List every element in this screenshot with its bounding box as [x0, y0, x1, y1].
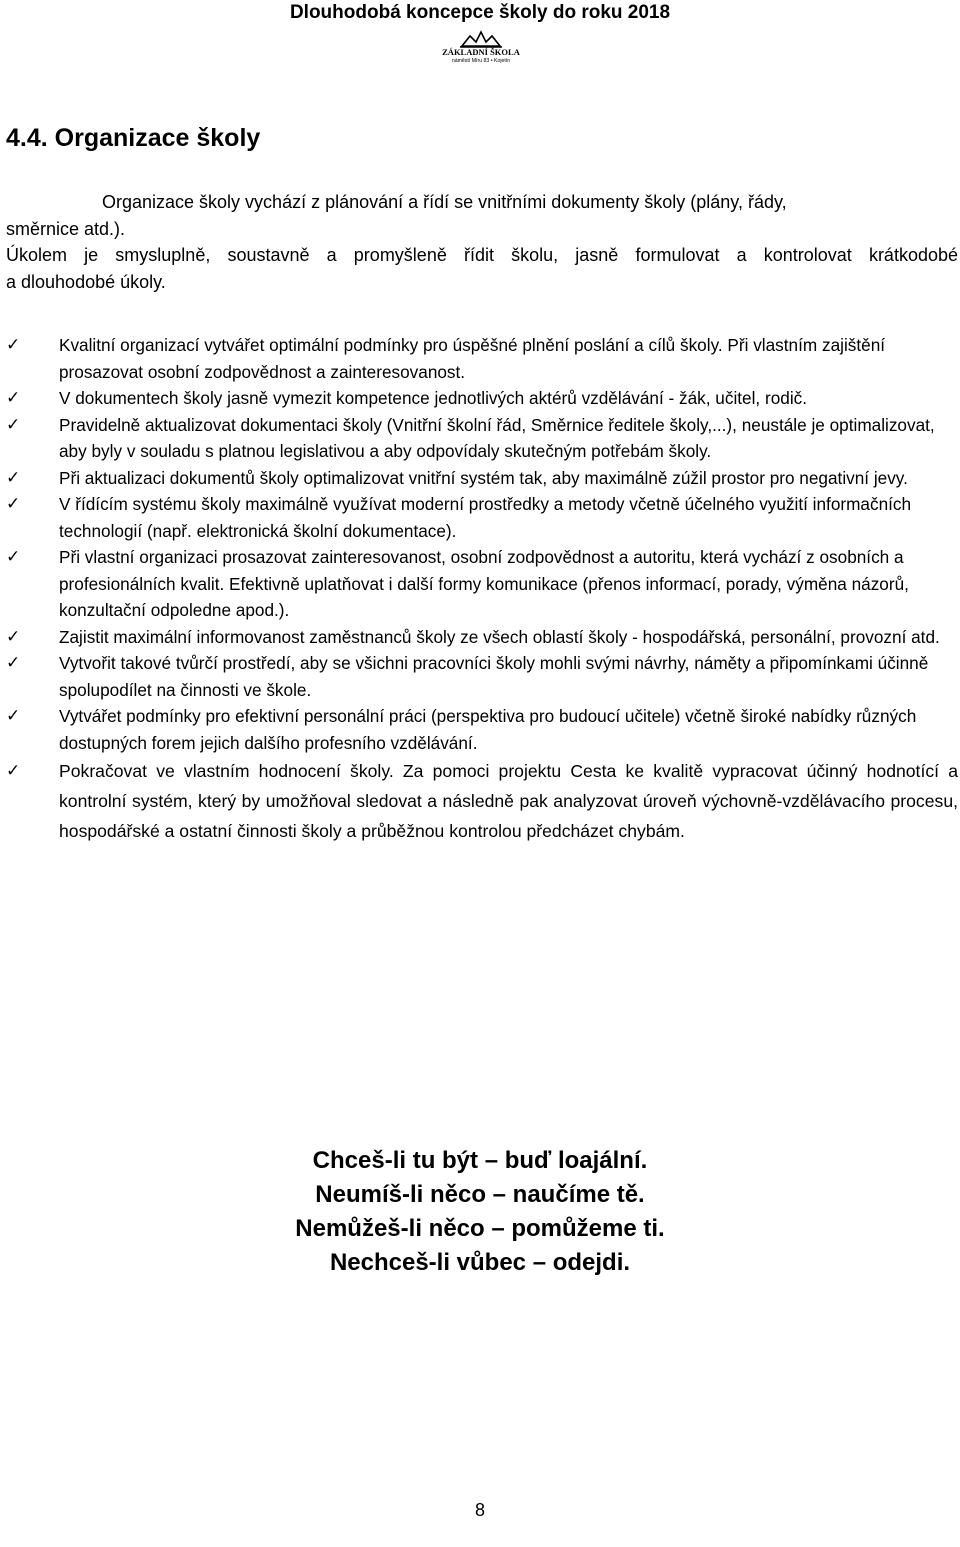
list-item-text: Při vlastní organizaci prosazovat zainteresovanost, osobní zodpovědnost a autoritu, která vychází z osobních a profesionálních kvalit. Efektivně uplatňovat i další formy komunikace (přenos informací, porady, výměna názorů, konzultační odpoledne apod.). — [59, 547, 909, 620]
list-item-text: Pokračovat ve vlastním hodnocení školy. Za pomoci projektu Cesta ke kvalitě vypracovat účinný hodnotící a kontrolní systém, který by umožňoval sledovat a následně pak analyzovat úroveň výchovně-vzdělávacího procesu, hospodářské a ostatní činnosti školy a průběžnou kontrolou předcházet chybám. — [59, 761, 958, 841]
checkmark-icon: ✓ — [6, 494, 21, 513]
motto-line-3: Nemůžeš-li něco – pomůžeme ti. — [295, 1215, 665, 1242]
motto-block — [0, 1144, 960, 1280]
list-item-text: V dokumentech školy jasně vymezit kompetence jednotlivých aktérů vzdělávání - žák, učitel, rodič. — [59, 388, 808, 408]
intro-paragraph — [6, 189, 958, 295]
list-item-text: Vytvářet podmínky pro efektivní personální práci (perspektiva pro budoucí učitele) včetně široké nabídky různých dostupných forem jejich dalšího profesního vzdělávání. — [59, 706, 917, 753]
motto-line-4: Nechceš-li vůbec – odejdi. — [329, 1249, 631, 1276]
document-title: Dlouhodobá koncepce školy do roku 2018 — [289, 2, 671, 23]
motto-line-2: Neumíš-li něco – naučíme tě. — [315, 1181, 645, 1208]
list-item — [6, 332, 958, 385]
list-item — [6, 412, 958, 465]
list-item — [6, 465, 958, 492]
motto-line-1: Chceš-li tu být – buď loajální. — [312, 1147, 648, 1174]
checkmark-icon: ✓ — [6, 388, 21, 407]
list-item — [6, 491, 958, 544]
intro-line-3: Úkolem je smysluplně, soustavně a promyšleně řídit školu, jasně formulovat a kontrolovat krátkodobé — [6, 245, 958, 265]
list-item — [6, 650, 958, 703]
section-heading: 4.4. Organizace školy — [6, 124, 261, 152]
list-item — [6, 544, 958, 624]
checklist — [6, 332, 958, 846]
page-number: 8 — [474, 1500, 485, 1520]
checkmark-icon: ✓ — [6, 467, 21, 487]
list-item-text: Kvalitní organizací vytvářet optimální podmínky pro úspěšné plnění poslání a cílů školy. Při vlastním zajištění prosazovat osobní zodpovědnost a zainteresovanost. — [59, 335, 886, 382]
intro-line-2: směrnice atd.). — [6, 218, 126, 239]
checkmark-icon: ✓ — [6, 761, 21, 780]
intro-line-1: Organizace školy vychází z plánování a řídí se vnitřními dokumenty školy (plány, řády, — [102, 192, 787, 212]
list-item-text: Pravidelně aktualizovat dokumentaci školy (Vnitřní školní řád, Směrnice ředitele školy,...), neustále je optimalizovat, aby byly v souladu s platnou legislativou a aby odpovídaly skutečným potřebám školy. — [59, 414, 935, 461]
checkmark-icon: ✓ — [6, 547, 21, 566]
logo-school-name: ZÁKLADNÍ ŠKOLA — [442, 47, 520, 57]
checkmark-icon: ✓ — [6, 335, 21, 354]
checkmark-icon: ✓ — [6, 626, 21, 646]
list-item-text: Při aktualizaci dokumentů školy optimalizovat vnitřní systém tak, aby maximálně zúžil prostor pro negativní jevy. — [59, 467, 908, 488]
list-item-text: Vytvořit takové tvůrčí prostředí, aby se všichni pracovníci školy mohli svými návrhy, náměty a připomínkami účinně spolupodílet na činnosti ve škole. — [59, 653, 929, 700]
list-item-text: V řídícím systému školy maximálně využívat moderní prostředky a metody včetně účelného využití informačních technologií (např. elektronická školní dokumentace). — [59, 494, 912, 541]
checkmark-icon: ✓ — [6, 653, 21, 672]
logo-address: náměstí Míru 83 • Kojetín — [451, 58, 511, 64]
list-item — [6, 703, 958, 756]
checkmark-icon: ✓ — [6, 706, 21, 725]
list-item — [6, 756, 958, 846]
list-item — [6, 385, 958, 412]
school-logo — [436, 28, 526, 64]
list-item — [6, 624, 958, 651]
checkmark-icon: ✓ — [6, 414, 21, 434]
intro-line-4: a dlouhodobé úkoly. — [6, 271, 166, 292]
list-item-text: Zajistit maximální informovanost zaměstnanců školy ze všech oblastí školy - hospodářská, personální, provozní atd. — [59, 626, 940, 647]
